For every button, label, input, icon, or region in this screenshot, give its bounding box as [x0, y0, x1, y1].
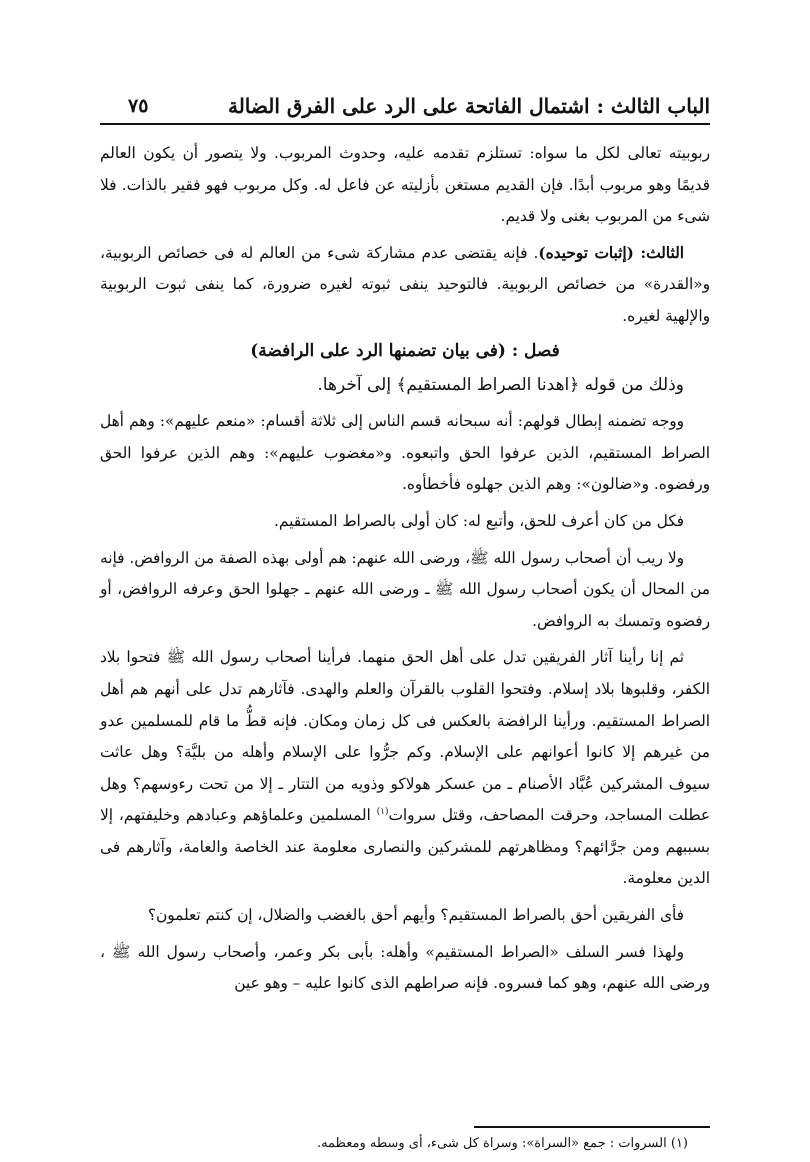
paragraph-3: وذلك من قوله ﴿اهدنا الصراط المستقيم﴾ إلى آخرها.: [317, 374, 684, 395]
page-header: [100, 94, 710, 120]
paragraph-4: ووجه تضمنه إبطال قولهم: أنه سبحانه قسم الناس إلى ثلاثة أقسام: «منعم عليهم»: وهم أهل الصراط المستقيم، الذين عرفوا الحق واتبعوه. و«مغضوب عليهم»: وهم الذين عرفوا الحق ورفضوه. و«ضالون»: وهم الذين جهلوه فأخطأوه.: [100, 412, 710, 494]
footnote-divider: [474, 1126, 710, 1128]
paragraph-6: ولا ريب أن أصحاب رسول الله ﷺ، ورضى الله عنهم: هم أولى بهذه الصفة من الروافض. فإنه من المحال أن يكون أصحاب رسول الله ﷺ ـ ورضى الله عنهم ـ جهلوا الحق وعرفه الروافض، أو رفضوه وتمسك به الروافض.: [100, 548, 710, 630]
paragraph-7-part-a: ثم إنا رأينا آثار الفريقين تدل على أهل الحق منهما. فرأينا أصحاب رسول الله ﷺ فتحوا بلاد الكفر، وقلبوها بلاد إسلام. وفتحوا القلوب بالقرآن والعلم والهدى. فآثارهم تدل على أنهم هم أهل الصراط المستقيم. ورأينا الرافضة بالعكس فى كل زمان ومكان. فإنه قطُّ ما قام للمسلمين عدو من غيرهم إلا كانوا أعوانهم على الإسلام. وكم جرُّوا على الإسلام وأهله من بليَّة؟ وهل عاثت سيوف المشركين عُبَّاد الأصنام ـ من عسكر هولاكو وذويه من التتار ـ إلا من تحت رءوسهم؟ وهل عطلت المساجد، وحرقت المصاحف، وقتل سروات: [100, 648, 710, 825]
paragraph-8: فأى الفريقين أحق بالصراط المستقيم؟ وأيهم أحق بالغضب والضلال، إن كنتم تعلمون؟: [147, 906, 684, 925]
paragraph-2-lead: الثالث: (إثبات توحيده): [538, 243, 684, 262]
footnote: (١) السروات : جمع «السراة»: وسراة كل شىء، أى وسطه ومعظمه.: [316, 1136, 688, 1151]
paragraph-5: فكل من كان أعرف للحق، وأتبع له: كان أولى بالصراط المستقيم.: [274, 511, 684, 530]
paragraph-1: ربوبيته تعالى لكل ما سواه: تستلزم تقدمه عليه، وحدوث المربوب. ولا يتصور أن يكون العالم قديمًا وهو مربوب أبدًا. فإن القديم مستغن بأزليته عن فاعل له. وكل مربوب فهو فقير بالذات. فلا شىء من المربوب بغنى ولا قديم.: [100, 144, 710, 226]
paragraph-9: ولهذا فسر السلف «الصراط المستقيم» وأهله: بأبى بكر وعمر، وأصحاب رسول الله ﷺ ، ورضى الله عنهم، وهو كما فسروه. فإنه صراطهم الذى كانوا عليه – وهو عين: [100, 942, 710, 993]
footnote-marker: (١): [376, 807, 389, 818]
header-divider: [100, 123, 710, 125]
running-title: الباب الثالث : اشتمال الفاتحة على الرد على الفرق الضالة: [227, 94, 710, 118]
page-number: ٧٥: [128, 95, 149, 117]
paragraph-2: [100, 238, 710, 333]
main-text: [100, 138, 710, 1000]
section-title: فصل : (فى بيان تضمنها الرد على الرافضة): [250, 340, 560, 361]
paragraph-7-part-b: المسلمين وعلماؤهم وعبادهم وخليفتهم، إلا بسببهم ومن جرَّائهم؟ ومظاهرتهم للمشركين والنصارى معلومة عند الخاصة والعامة، وآثارهم فى الدين معلومة.: [100, 806, 710, 888]
paragraph-2-text: . فإنه يقتضى عدم مشاركة شىء من العالم له فى خصائص الربوبية، و«القدرة» من خصائص الربوبية. فالتوحيد ينفى ثبوته لغيره ضرورة، كما ينفى ثبوت الربوبية والإلهية لغيره.: [100, 243, 710, 325]
paragraph-7: [100, 642, 710, 895]
